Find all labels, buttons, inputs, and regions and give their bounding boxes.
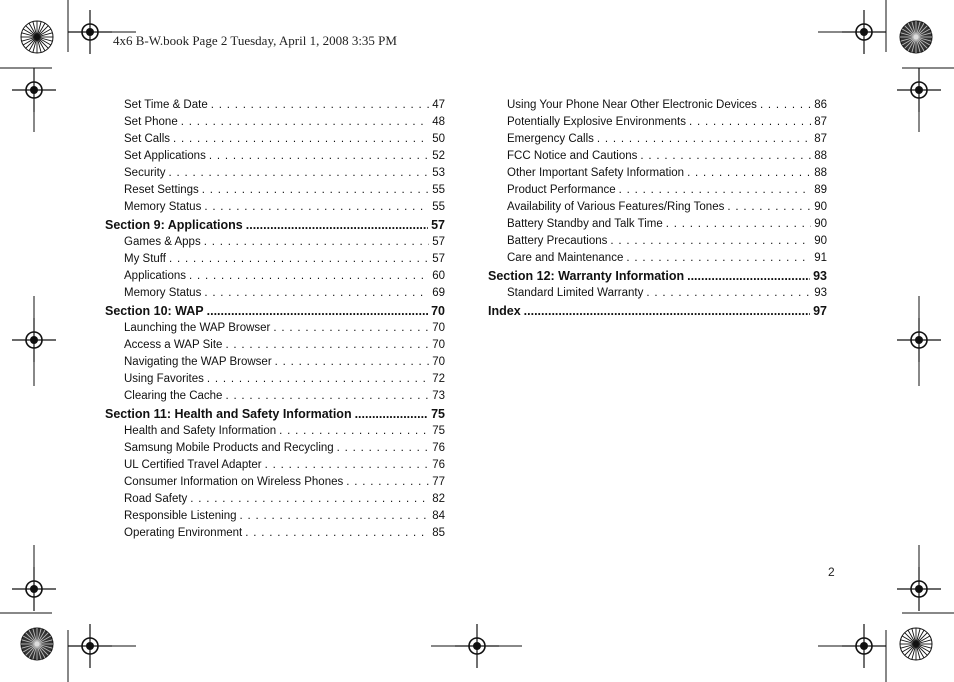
toc-entry-title: Security xyxy=(124,167,166,179)
toc-entry-title: Emergency Calls xyxy=(507,133,594,145)
toc-entry-page: 89 xyxy=(814,184,827,196)
toc-entry-page: 55 xyxy=(432,201,445,213)
toc-entry-page: 88 xyxy=(814,150,827,162)
toc-entry-title: Product Performance xyxy=(507,184,616,196)
toc-entry[interactable] xyxy=(105,457,445,474)
crosshair-icon xyxy=(12,68,56,112)
toc-entry-title: Standard Limited Warranty xyxy=(507,287,644,299)
toc-entry-title: FCC Notice and Cautions xyxy=(507,150,638,162)
toc-entry[interactable] xyxy=(488,182,827,199)
toc-entry-title: UL Certified Travel Adapter xyxy=(124,459,262,471)
dot-leader xyxy=(279,423,429,440)
toc-entry-page: 69 xyxy=(432,287,445,299)
toc-left-column xyxy=(105,97,445,542)
crosshair-icon xyxy=(897,567,941,611)
dot-leader xyxy=(189,268,429,285)
toc-entry-title: Access a WAP Site xyxy=(124,339,223,351)
starburst-icon xyxy=(899,20,933,54)
print-header: 4x6 B-W.book Page 2 Tuesday, April 1, 2008 3:35 PM xyxy=(113,33,397,48)
toc-entry[interactable] xyxy=(488,165,827,182)
toc-entry-page: 55 xyxy=(432,184,445,196)
dot-leader xyxy=(202,182,429,199)
toc-entry[interactable] xyxy=(105,182,445,199)
toc-entry-title: Set Time & Date xyxy=(124,99,208,111)
toc-entry[interactable] xyxy=(105,474,445,491)
toc-entry-page: 70 xyxy=(432,322,445,334)
toc-entry[interactable] xyxy=(488,148,827,165)
dot-leader xyxy=(245,525,429,542)
toc-entry-page: 57 xyxy=(431,218,445,232)
toc-entry-page: 53 xyxy=(432,167,445,179)
toc-entry-page: 47 xyxy=(432,99,445,111)
toc-entry-page: 97 xyxy=(813,304,827,318)
toc-entry-title: Reset Settings xyxy=(124,184,199,196)
dot-leader xyxy=(666,216,811,233)
crosshair-icon xyxy=(68,10,112,54)
toc-entry[interactable] xyxy=(105,234,445,251)
toc-entry-title: Using Favorites xyxy=(124,373,204,385)
toc-entry-page: 73 xyxy=(432,390,445,402)
toc-entry[interactable] xyxy=(105,508,445,525)
toc-entry[interactable] xyxy=(105,131,445,148)
dot-leader xyxy=(190,491,429,508)
toc-entry[interactable] xyxy=(105,165,445,182)
toc-entry[interactable] xyxy=(105,114,445,131)
toc-entry-title: Potentially Explosive Environments xyxy=(507,116,686,128)
toc-entry-title: Set Applications xyxy=(124,150,206,162)
dot-leader xyxy=(619,182,812,199)
toc-section-heading[interactable] xyxy=(488,267,827,285)
toc-entry[interactable] xyxy=(105,491,445,508)
toc-entry[interactable] xyxy=(105,148,445,165)
toc-entry-page: 87 xyxy=(814,133,827,145)
toc-entry-title: Set Calls xyxy=(124,133,171,145)
toc-entry[interactable] xyxy=(105,354,445,371)
dot-leader xyxy=(169,165,430,182)
crosshair-icon xyxy=(12,318,56,362)
dot-leader xyxy=(275,354,430,371)
toc-entry[interactable] xyxy=(105,97,445,114)
dot-leader xyxy=(246,216,428,234)
crosshair-icon xyxy=(897,318,941,362)
toc-right-column xyxy=(488,97,827,320)
starburst-icon xyxy=(20,20,54,54)
toc-entry[interactable] xyxy=(105,320,445,337)
dot-leader xyxy=(760,97,811,114)
toc-entry-page: 48 xyxy=(432,116,445,128)
toc-entry-title: Care and Maintenance xyxy=(507,252,624,264)
toc-entry-title: Using Your Phone Near Other Electronic Devices xyxy=(507,99,757,111)
toc-entry-title: Consumer Information on Wireless Phones xyxy=(124,476,344,488)
toc-entry-title: Section 12: Warranty Information xyxy=(488,269,685,283)
dot-leader xyxy=(610,233,811,250)
toc-entry[interactable] xyxy=(105,525,445,542)
toc-entry-page: 77 xyxy=(432,476,445,488)
toc-entry[interactable] xyxy=(105,388,445,405)
toc-entry-page: 75 xyxy=(432,425,445,437)
toc-entry-page: 82 xyxy=(432,493,445,505)
dot-leader xyxy=(211,97,429,114)
toc-section-heading[interactable] xyxy=(105,302,445,320)
toc-entry-title: Section 10: WAP xyxy=(105,304,204,318)
toc-entry-title: Availability of Various Features/Ring Tones xyxy=(507,201,725,213)
toc-entry-page: 57 xyxy=(432,236,445,248)
toc-entry-page: 91 xyxy=(814,252,827,264)
dot-leader xyxy=(597,131,811,148)
dot-leader xyxy=(626,250,811,267)
dot-leader xyxy=(727,199,811,216)
crosshair-icon xyxy=(68,624,112,668)
toc-entry-title: Operating Environment xyxy=(124,527,243,539)
dot-leader xyxy=(207,371,429,388)
toc-entry-page: 75 xyxy=(431,407,445,421)
toc-entry-page: 70 xyxy=(432,356,445,368)
toc-entry-title: Applications xyxy=(124,270,187,282)
toc-entry-page: 60 xyxy=(432,270,445,282)
dot-leader xyxy=(173,131,429,148)
toc-entry-page: 88 xyxy=(814,167,827,179)
dot-leader xyxy=(240,508,430,525)
toc-entry[interactable] xyxy=(105,440,445,457)
crosshair-icon xyxy=(897,68,941,112)
crosshair-icon xyxy=(842,10,886,54)
toc-entry[interactable] xyxy=(105,268,445,285)
toc-entry-title: Navigating the WAP Browser xyxy=(124,356,272,368)
dot-leader xyxy=(689,114,811,131)
toc-entry-title: Games & Apps xyxy=(124,236,201,248)
dot-leader xyxy=(355,405,429,423)
toc-entry-page: 93 xyxy=(814,287,827,299)
toc-entry-page: 76 xyxy=(432,459,445,471)
toc-entry[interactable] xyxy=(488,250,827,267)
dot-leader xyxy=(209,148,429,165)
starburst-icon xyxy=(20,627,54,661)
toc-entry-page: 84 xyxy=(432,510,445,522)
toc-entry[interactable] xyxy=(488,97,827,114)
toc-entry-title: Road Safety xyxy=(124,493,188,505)
page-number: 2 xyxy=(828,565,835,579)
toc-entry[interactable] xyxy=(488,233,827,250)
dot-leader xyxy=(181,114,429,131)
toc-entry-title: Section 9: Applications xyxy=(105,218,243,232)
toc-entry-page: 70 xyxy=(432,339,445,351)
toc-entry-page: 57 xyxy=(432,253,445,265)
dot-leader xyxy=(169,251,429,268)
dot-leader xyxy=(687,267,810,285)
toc-entry-title: My Stuff xyxy=(124,253,166,265)
toc-entry-title: Section 11: Health and Safety Information xyxy=(105,407,352,421)
toc-entry-title: Launching the WAP Browser xyxy=(124,322,271,334)
toc-entry-title: Battery Precautions xyxy=(507,235,608,247)
toc-entry-page: 72 xyxy=(432,373,445,385)
toc-entry-title: Health and Safety Information xyxy=(124,425,277,437)
toc-entry[interactable] xyxy=(105,337,445,354)
dot-leader xyxy=(225,388,429,405)
toc-entry-title: Responsible Listening xyxy=(124,510,237,522)
toc-entry-page: 52 xyxy=(432,150,445,162)
dot-leader xyxy=(273,320,429,337)
starburst-icon xyxy=(899,627,933,661)
toc-entry-page: 50 xyxy=(432,133,445,145)
toc-entry[interactable] xyxy=(105,285,445,302)
toc-entry[interactable] xyxy=(488,114,827,131)
dot-leader xyxy=(337,440,430,457)
dot-leader xyxy=(346,474,429,491)
toc-section-heading[interactable] xyxy=(105,405,445,423)
toc-section-heading[interactable] xyxy=(488,302,827,320)
toc-entry[interactable] xyxy=(488,199,827,216)
dot-leader xyxy=(207,302,428,320)
dot-leader xyxy=(204,199,429,216)
dot-leader xyxy=(204,234,429,251)
crosshair-icon xyxy=(455,624,499,668)
toc-entry-title: Other Important Safety Information xyxy=(507,167,685,179)
dot-leader xyxy=(646,285,811,302)
dot-leader xyxy=(687,165,811,182)
dot-leader xyxy=(265,457,430,474)
dot-leader xyxy=(225,337,429,354)
toc-entry[interactable] xyxy=(488,216,827,233)
toc-entry-page: 90 xyxy=(814,201,827,213)
toc-entry-title: Memory Status xyxy=(124,201,202,213)
toc-entry-page: 86 xyxy=(814,99,827,111)
crosshair-icon xyxy=(842,624,886,668)
toc-entry[interactable] xyxy=(488,285,827,302)
toc-entry-page: 85 xyxy=(432,527,445,539)
toc-section-heading[interactable] xyxy=(105,216,445,234)
crosshair-icon xyxy=(12,567,56,611)
dot-leader xyxy=(524,302,810,320)
toc-entry[interactable] xyxy=(105,251,445,268)
toc-entry-page: 90 xyxy=(814,218,827,230)
toc-entry-page: 90 xyxy=(814,235,827,247)
dot-leader xyxy=(204,285,429,302)
toc-entry[interactable] xyxy=(105,199,445,216)
dot-leader xyxy=(640,148,811,165)
toc-entry-page: 70 xyxy=(431,304,445,318)
toc-entry[interactable] xyxy=(488,131,827,148)
toc-entry[interactable] xyxy=(105,423,445,440)
toc-entry-title: Clearing the Cache xyxy=(124,390,223,402)
toc-entry-title: Set Phone xyxy=(124,116,178,128)
toc-entry-title: Battery Standby and Talk Time xyxy=(507,218,663,230)
toc-entry-title: Index xyxy=(488,304,521,318)
toc-entry-page: 93 xyxy=(813,269,827,283)
toc-entry-page: 76 xyxy=(432,442,445,454)
toc-entry-title: Memory Status xyxy=(124,287,202,299)
toc-entry-page: 87 xyxy=(814,116,827,128)
toc-entry[interactable] xyxy=(105,371,445,388)
toc-entry-title: Samsung Mobile Products and Recycling xyxy=(124,442,334,454)
